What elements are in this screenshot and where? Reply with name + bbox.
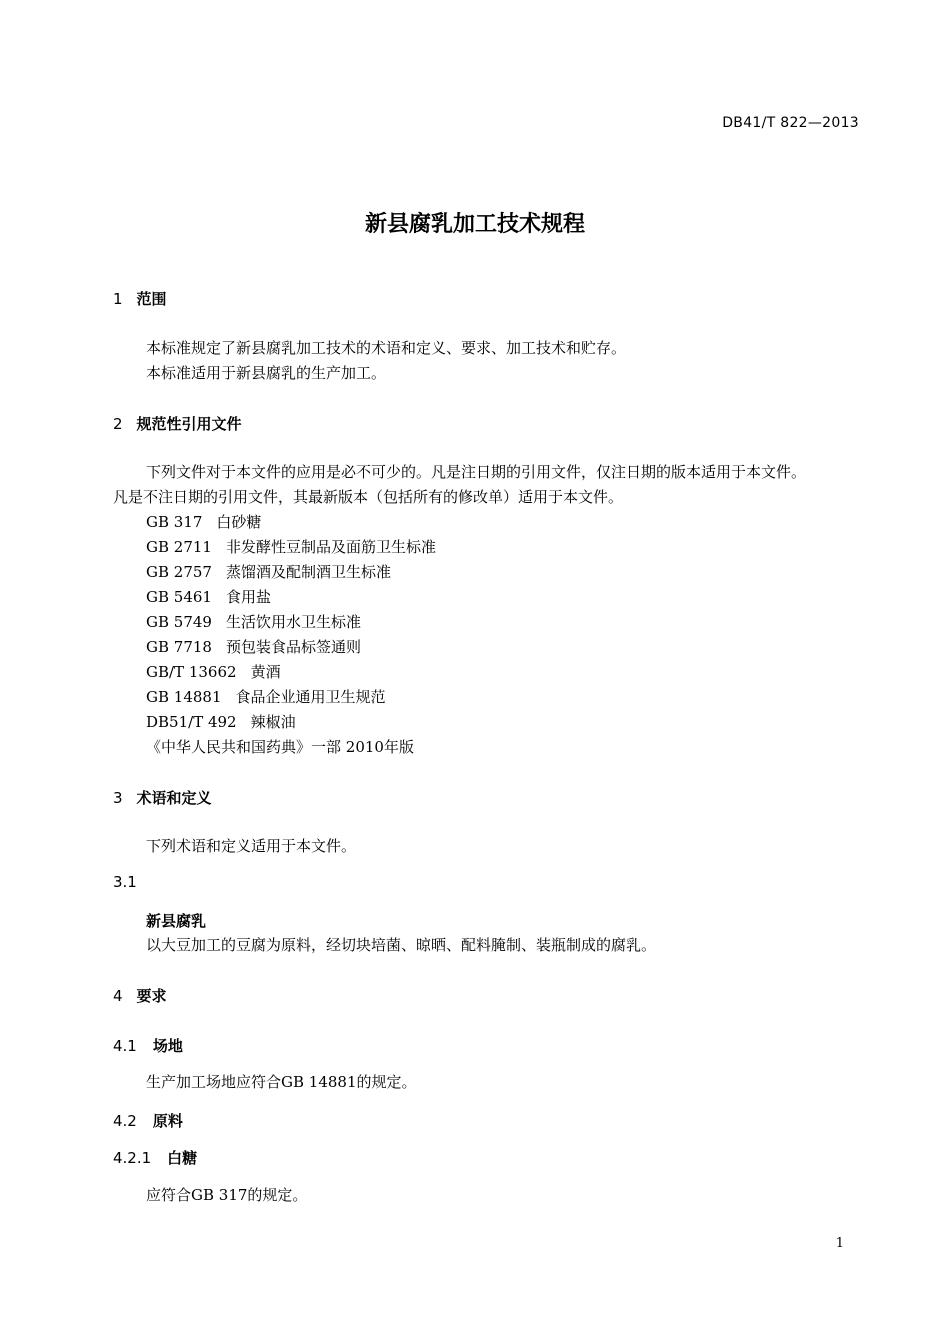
clause-4-2-1-heading: [113, 1147, 197, 1168]
reference-item: [146, 612, 361, 632]
reference-name: 蒸馏酒及配制酒卫生标准: [225, 563, 391, 581]
reference-item: [146, 537, 436, 557]
clause-title: 场地: [152, 1037, 183, 1055]
clause-4-1-heading: [113, 1035, 183, 1056]
references-intro-line-1: 下列文件对于本文件的应用是必不可少的。凡是注日期的引用文件，仅注日期的版本适用于本文件。: [146, 463, 807, 481]
section-number: 4: [113, 987, 123, 1005]
term-definition: 以大豆加工的豆腐为原料，经切块培菌、晾晒、配料腌制、装瓶制成的腐乳。: [146, 936, 657, 954]
reference-code: GB 2711: [146, 538, 212, 556]
reference-item: [146, 512, 261, 532]
reference-item: [146, 687, 386, 707]
reference-item: 《中华人民共和国药典》一部 2010年版: [146, 738, 414, 756]
section-number: 1: [113, 290, 123, 308]
reference-code: GB 14881: [146, 688, 222, 706]
reference-name: 白砂糖: [216, 513, 262, 531]
section-title: 术语和定义: [136, 789, 212, 807]
reference-item: [146, 662, 281, 682]
reference-code: GB 7718: [146, 638, 212, 656]
clause-4-1-text: 生产加工场地应符合GB 14881的规定。: [146, 1073, 417, 1091]
standard-code: DB41/T 822—2013: [722, 115, 859, 131]
clause-title: 原料: [152, 1112, 183, 1130]
reference-name: 辣椒油: [250, 713, 296, 731]
reference-code: GB 5461: [146, 588, 212, 606]
document-title: 新县腐乳加工技术规程: [364, 212, 585, 237]
section-title: 规范性引用文件: [136, 415, 242, 433]
reference-item: [146, 712, 296, 732]
reference-code: DB51/T 492: [146, 713, 237, 731]
scope-paragraph-2: 本标准适用于新县腐乳的生产加工。: [146, 364, 387, 382]
reference-name: 食用盐: [225, 588, 271, 606]
page-number: 1: [835, 1236, 844, 1251]
clause-number: 4.2: [113, 1112, 137, 1130]
term-name: 新县腐乳: [146, 912, 207, 930]
reference-code: GB 2757: [146, 563, 212, 581]
reference-code: GB 5749: [146, 613, 212, 631]
section-2-heading: [113, 413, 242, 434]
terms-intro: 下列术语和定义适用于本文件。: [146, 837, 357, 855]
reference-name: 生活饮用水卫生标准: [225, 613, 361, 631]
reference-name: 食品企业通用卫生规范: [235, 688, 386, 706]
section-title: 要求: [136, 987, 167, 1005]
reference-name: 预包装食品标签通则: [225, 638, 361, 656]
references-intro-line-2: 凡是不注日期的引用文件，其最新版本（包括所有的修改单）适用于本文件。: [113, 488, 624, 506]
section-title: 范围: [136, 290, 167, 308]
clause-4-2-1-text: 应符合GB 317的规定。: [146, 1186, 308, 1204]
reference-name: 黄酒: [250, 663, 281, 681]
reference-item: [146, 587, 271, 607]
reference-name: 非发酵性豆制品及面筋卫生标准: [225, 538, 436, 556]
clause-3-1-number: 3.1: [113, 873, 137, 891]
section-4-heading: [113, 985, 167, 1006]
clause-4-2-heading: [113, 1110, 183, 1131]
clause-number: 4.1: [113, 1037, 137, 1055]
reference-code: GB/T 13662: [146, 663, 237, 681]
section-number: 3: [113, 789, 123, 807]
clause-number: 4.2.1: [113, 1149, 152, 1167]
section-1-heading: [113, 288, 167, 309]
reference-code: GB 317: [146, 513, 203, 531]
scope-paragraph-1: 本标准规定了新县腐乳加工技术的术语和定义、要求、加工技术和贮存。: [146, 339, 627, 357]
section-number: 2: [113, 415, 123, 433]
reference-item: [146, 637, 361, 657]
reference-item: [146, 562, 391, 582]
clause-title: 白糖: [167, 1149, 198, 1167]
section-3-heading: [113, 787, 212, 808]
